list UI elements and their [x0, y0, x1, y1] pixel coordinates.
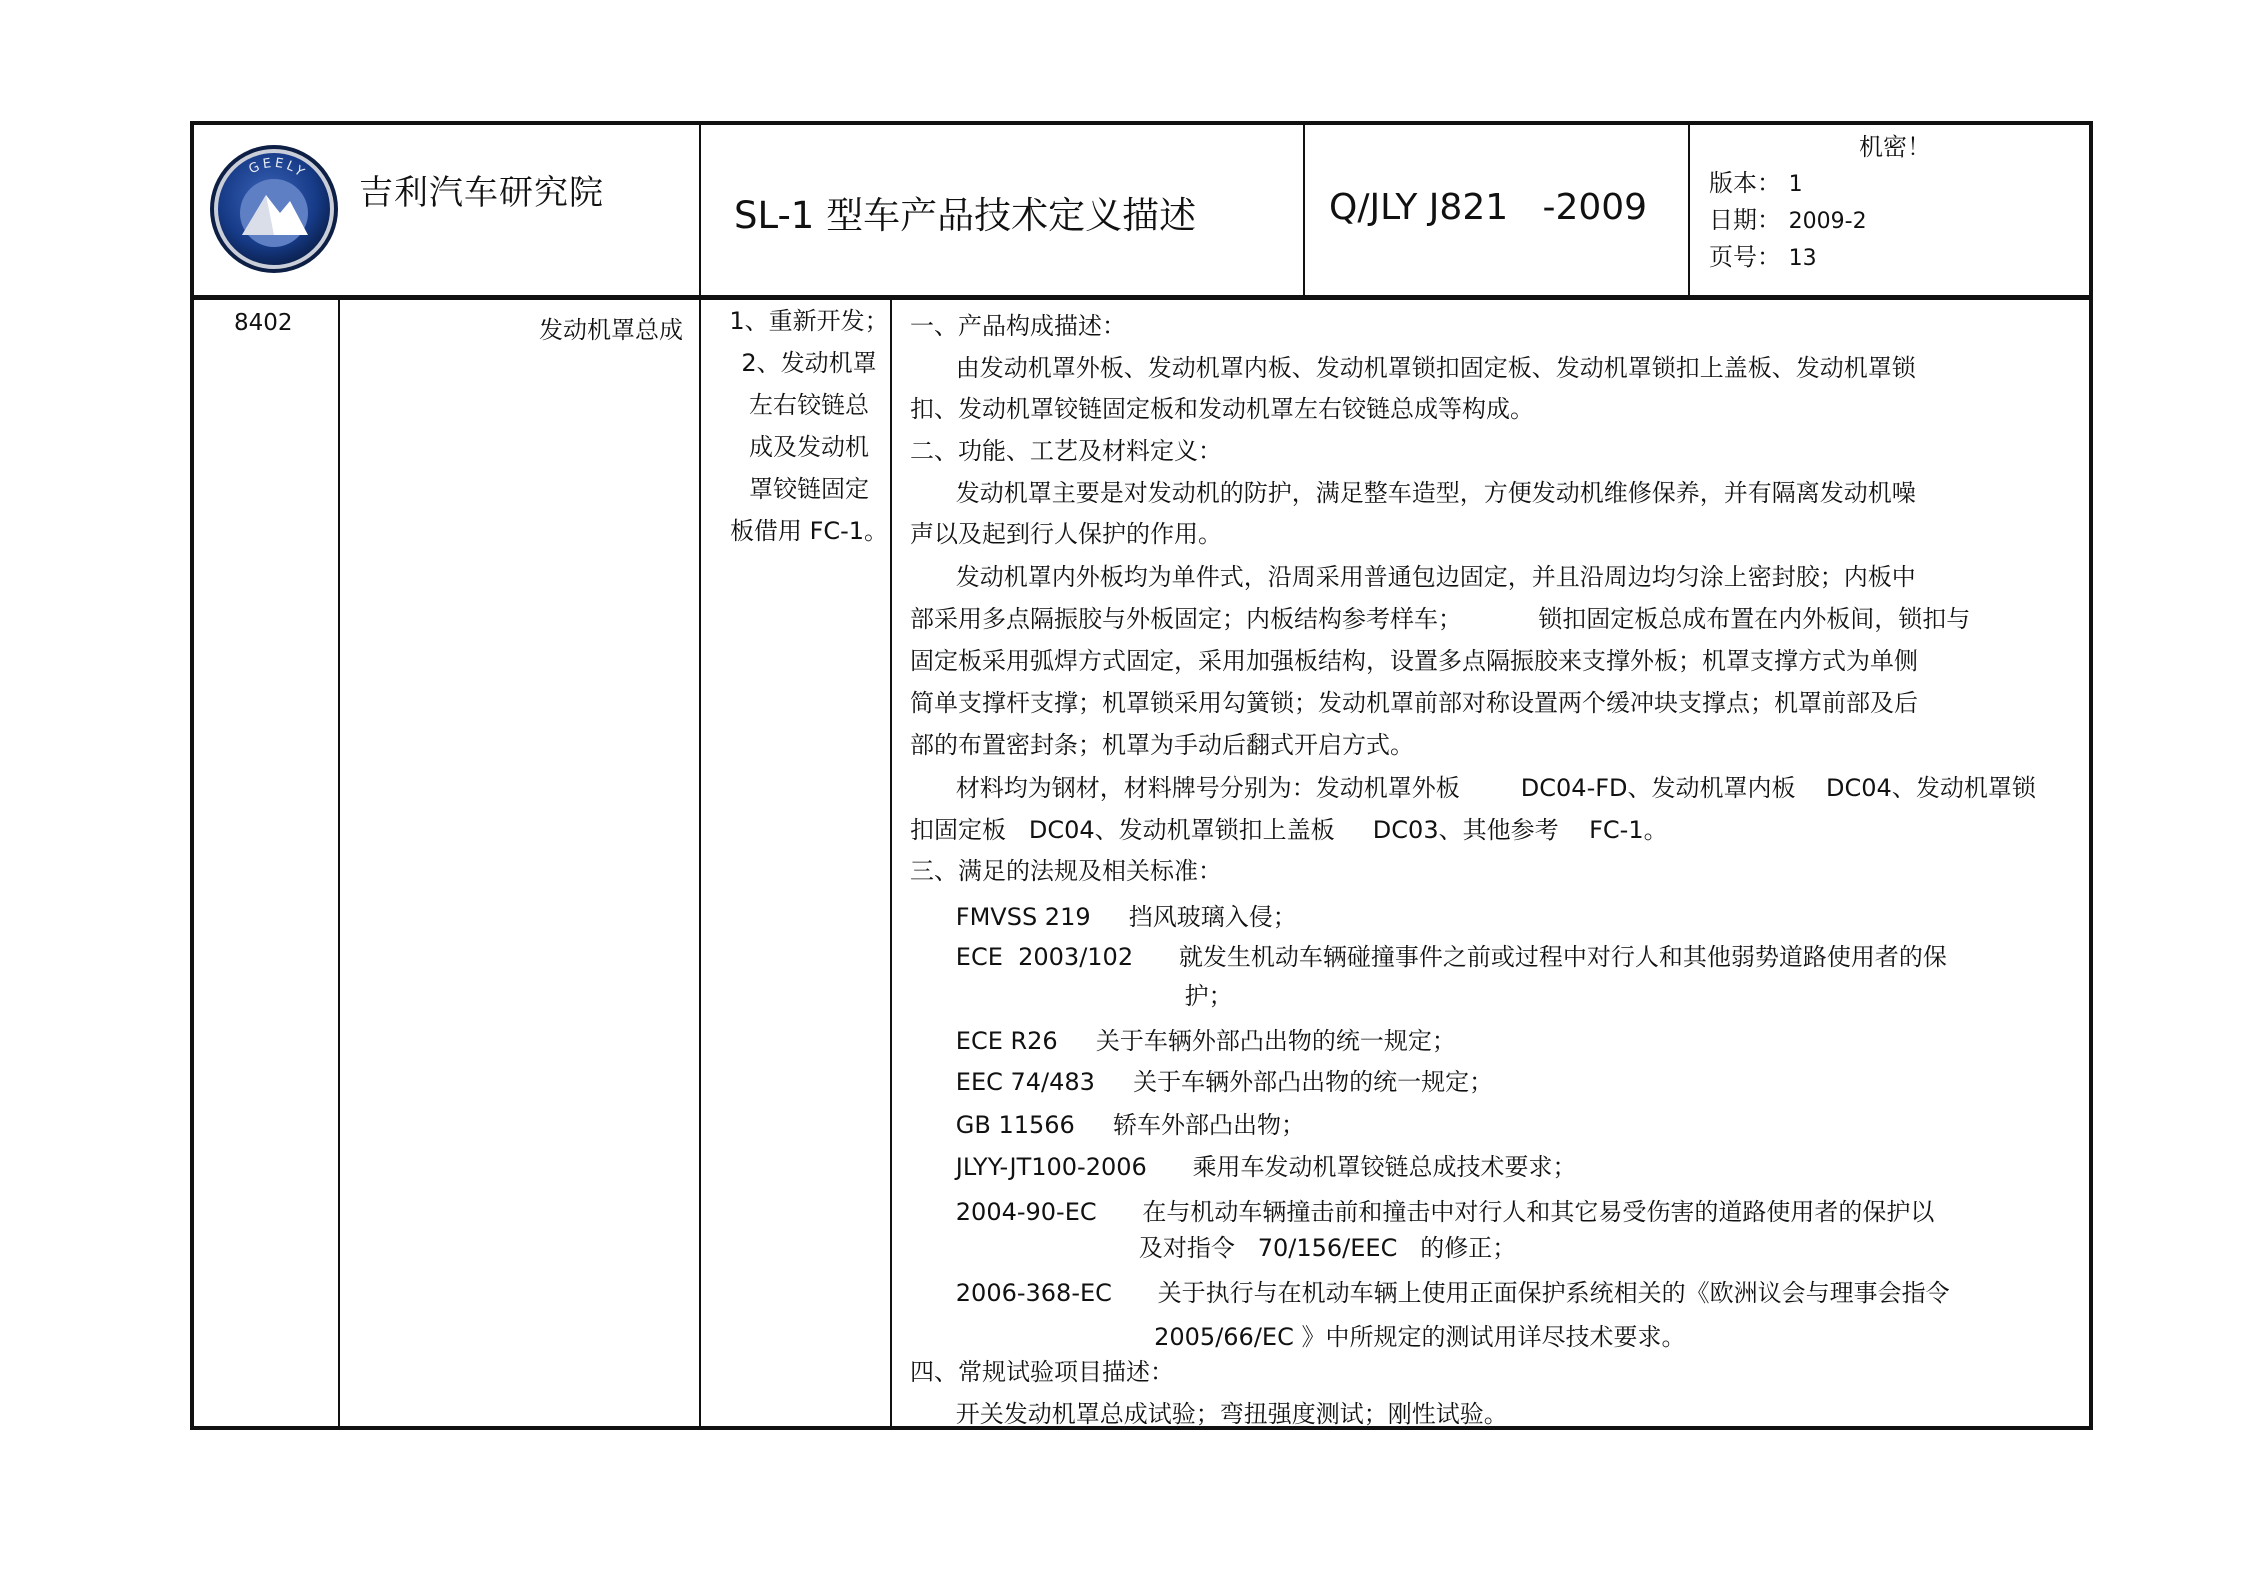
description-line: 发动机罩内外板均为单件式，沿周采用普通包边固定，并且沿周边均匀涂上密封胶；内板中 — [910, 563, 1916, 591]
document-sheet — [190, 121, 2093, 1430]
description-line: 2006-368-EC 关于执行与在机动车辆上使用正面保护系统相关的《欧洲议会与理事会指令 — [910, 1279, 1950, 1307]
description-line: 二、功能、工艺及材料定义： — [910, 437, 1222, 465]
divider — [1688, 125, 1690, 300]
version-row — [1709, 163, 1803, 198]
description-line: 扣、发动机罩铰链固定板和发动机罩左右铰链总成等构成。 — [910, 395, 1534, 423]
page-label: 页号： — [1709, 243, 1781, 271]
version-label: 版本： — [1709, 169, 1781, 197]
divider — [699, 300, 701, 1426]
description-line: 扣固定板 DC04、发动机罩锁扣上盖板 DC03、其他参考 FC-1。 — [910, 816, 1668, 844]
part-code: 8402 — [234, 310, 293, 336]
description-line: 声以及起到行人保护的作用。 — [910, 520, 1222, 548]
description-line: 四、常规试验项目描述： — [910, 1358, 1174, 1386]
date-label: 日期： — [1709, 206, 1781, 234]
description-line: 一、产品构成描述： — [910, 312, 1126, 340]
description-line: 简单支撑杆支撑；机罩锁采用勾簧锁；发动机罩前部对称设置两个缓冲块支撑点；机罩前部及后 — [910, 689, 1918, 717]
description-line: ECE R26 关于车辆外部凸出物的统一规定； — [910, 1027, 1456, 1055]
description-line: 及对指令 70/156/EEC 的修正； — [910, 1234, 1517, 1262]
document-code: Q/JLY J821 -2009 — [1329, 187, 1648, 228]
description-line: 部的布置密封条；机罩为手动后翻式开启方式。 — [910, 731, 1414, 759]
description-line: 开关发动机罩总成试验；弯扭强度测试；刚性试验。 — [910, 1400, 1508, 1428]
description-line: 护； — [910, 982, 1233, 1010]
note-line: 罩铰链固定 — [749, 475, 869, 503]
divider — [699, 125, 701, 300]
note-line: 左右铰链总 — [749, 391, 869, 419]
geely-logo-icon — [208, 143, 340, 275]
description-line: 部采用多点隔振胶与外板固定；内板结构参考样车； 锁扣固定板总成布置在内外板间，锁扣与 — [910, 605, 1971, 633]
description-line: 发动机罩主要是对发动机的防护，满足整车造型，方便发动机维修保养，并有隔离发动机噪 — [910, 479, 1916, 507]
description-line: 由发动机罩外板、发动机罩内板、发动机罩锁扣固定板、发动机罩锁扣上盖板、发动机罩锁 — [910, 354, 1916, 382]
page-row — [1709, 237, 1817, 272]
confidential-mark: 机密！ — [1859, 133, 1931, 161]
organization-name: 吉利汽车研究院 — [359, 173, 604, 213]
part-name: 发动机罩总成 — [539, 316, 683, 344]
description-line: ECE 2003/102 就发生机动车辆碰撞事件之前或过程中对行人和其他弱势道路使用者的保 — [910, 943, 1947, 971]
description-line: 固定板采用弧焊方式固定，采用加强板结构，设置多点隔振胶来支撑外板；机罩支撑方式为单侧 — [910, 647, 1918, 675]
note-line: 1、重新开发； — [729, 307, 889, 335]
description-line: EEC 74/483 关于车辆外部凸出物的统一规定； — [910, 1068, 1494, 1096]
table-row — [194, 300, 2089, 1426]
description-line: JLYY-JT100-2006 乘用车发动机罩铰链总成技术要求； — [910, 1153, 1577, 1181]
document-title: SL-1 型车产品技术定义描述 — [734, 194, 1197, 237]
part-notes — [714, 300, 904, 552]
description-line: GB 11566 轿车外部凸出物； — [910, 1111, 1305, 1139]
description-line: 2005/66/EC 》中所规定的测试用详尽技术要求。 — [910, 1323, 1686, 1351]
divider — [338, 300, 340, 1426]
description-line: 2004-90-EC 在与机动车辆撞击前和撞击中对行人和其它易受伤害的道路使用者的保护以 — [910, 1198, 1935, 1226]
date-value: 2009-2 — [1788, 209, 1867, 234]
divider — [1303, 125, 1305, 300]
note-line: 成及发动机 — [749, 433, 869, 461]
svg-text:GEELY: GEELY — [246, 155, 309, 182]
document-header — [194, 125, 2089, 300]
description-line: FMVSS 219 挡风玻璃入侵； — [910, 903, 1297, 931]
version-value: 1 — [1788, 172, 1803, 197]
description-line: 材料均为钢材，材料牌号分别为：发动机罩外板 DC04-FD、发动机罩内板 DC04、发动机罩锁 — [910, 774, 2036, 802]
date-row — [1709, 200, 1867, 235]
page-value: 13 — [1788, 246, 1817, 271]
note-line: 2、发动机罩 — [741, 349, 877, 377]
note-line: 板借用 FC-1。 — [729, 517, 889, 545]
description-line: 三、满足的法规及相关标准： — [910, 857, 1222, 885]
